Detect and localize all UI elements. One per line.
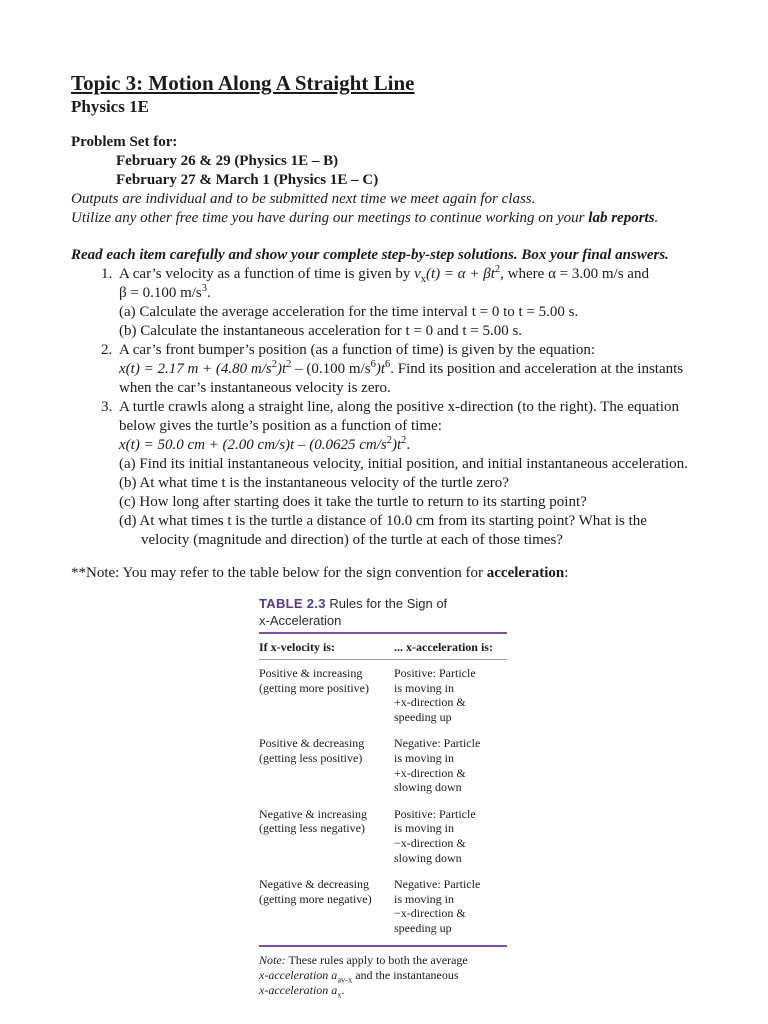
eq-text: )t — [276, 361, 287, 377]
problem-1a: (a) Calculate the average acceleration for the time interval t = 0 to t = 5.00 s. — [119, 304, 579, 320]
eq-exponent: 3 — [201, 283, 208, 294]
problem-text: . Find its position and acceleration at the instants — [390, 361, 684, 377]
problem-text: A car’s velocity as a function of time is given by — [119, 266, 415, 282]
note-bold-text: acceleration — [486, 565, 565, 581]
cell-line: Positive & increasing — [259, 666, 363, 680]
problem-set-date: February 27 & March 1 (Physics 1E – C) — [116, 172, 379, 188]
cell-line: is moving in — [394, 750, 455, 765]
cell-line: Negative: Particle — [394, 877, 481, 892]
eq-text: . — [207, 285, 211, 301]
table-caption-text: x-Acceleration — [259, 613, 342, 628]
cell-line: is moving in — [394, 891, 455, 906]
table-col-header: If x-velocity is: — [259, 640, 335, 654]
footnote-line — [259, 983, 507, 998]
instructions: Read each item carefully and show your complete step-by-step solutions. Box your final answers. — [71, 247, 669, 263]
eq-text: x(t) = 2.17 m + (4.80 m/s — [119, 361, 272, 377]
footnote-line — [259, 953, 507, 968]
cell-line: speeding up — [394, 709, 452, 724]
lab-reports-text: lab reports — [588, 210, 655, 226]
eq-exponent: 6 — [385, 359, 391, 370]
cell-line: Positive: Particle — [394, 806, 476, 821]
course-name: Physics 1E — [71, 97, 149, 116]
cell-line: Positive: Particle — [394, 666, 476, 680]
eq-text: (t) = α + βt — [426, 266, 495, 282]
footnote-text: x-acceleration a — [259, 967, 338, 982]
table-footnote — [259, 947, 507, 998]
cell-line: −x-direction & — [394, 835, 466, 850]
utilize-text: Utilize any other free time you have during our meetings to continue working on your — [71, 210, 589, 226]
eq-text: )t — [375, 361, 385, 377]
cell-line: is moving in — [394, 680, 455, 695]
footnote-subscript: av-x — [337, 974, 353, 984]
problem-1b: (b) Calculate the instantaneous acceleration for t = 0 and t = 5.00 s. — [119, 323, 523, 339]
velocity-cell — [259, 807, 394, 865]
footnote-text: and the instantaneous — [352, 967, 459, 982]
footnote-subscript: x — [337, 989, 342, 999]
footnote-text: These rules apply to both the average — [285, 952, 468, 967]
cell-line: slowing down — [394, 780, 462, 795]
table-caption-text: Rules for the Sign of — [329, 596, 448, 611]
problem-3d-cont: velocity (magnitude and direction) of the turtle at each of those times? — [141, 532, 563, 548]
cell-line: −x-direction & — [394, 906, 466, 921]
page-title: Topic 3: Motion Along A Straight Line — [71, 71, 415, 95]
cell-line: Negative & increasing — [259, 806, 367, 821]
cell-line: (getting more positive) — [259, 680, 369, 695]
eq-text: v — [414, 266, 421, 282]
cell-line: slowing down — [394, 850, 462, 865]
document-page — [71, 70, 711, 583]
acceleration-cell — [394, 877, 507, 935]
note-text: : — [564, 565, 569, 581]
eq-text: . — [406, 437, 411, 453]
acceleration-cell — [394, 807, 507, 865]
eq-exponent: 2 — [286, 359, 292, 370]
velocity-cell — [259, 736, 394, 794]
table-col-header: ... x-acceleration is: — [394, 640, 493, 654]
table-row — [259, 730, 507, 800]
problem-text: , where α = 3.00 m/s and — [500, 266, 649, 282]
problem-2 — [116, 341, 711, 398]
sign-convention-note — [71, 564, 711, 583]
eq-text: x(t) = 50.0 cm + (2.00 cm/s)t – (0.0625 cm/s — [119, 437, 387, 453]
problem-3c: (c) How long after starting does it take the turtle to return to its starting point? — [119, 494, 587, 510]
problem-3 — [116, 398, 711, 550]
eq-exponent: 2 — [386, 435, 392, 446]
table-header — [259, 634, 507, 659]
problem-3-line: 3. A turtle crawls along a straight line, along the positive x-direction (to the right). The equation — [119, 399, 679, 415]
problem-1-intro — [119, 265, 711, 284]
problem-list — [71, 265, 711, 550]
cell-line: (getting less negative) — [259, 821, 365, 836]
utilize-note — [71, 209, 711, 228]
table-body — [259, 660, 507, 942]
table-row — [259, 801, 507, 871]
cell-line: is moving in — [394, 821, 455, 836]
problem-set-date: February 26 & 29 (Physics 1E – B) — [116, 153, 339, 169]
footnote-text: x-acceleration a — [259, 982, 338, 997]
cell-line: (getting more negative) — [259, 891, 372, 906]
problem-3a: (a) Find its initial instantaneous velocity, initial position, and initial instantaneous acceleration. — [119, 456, 688, 472]
cell-line: Positive & decreasing — [259, 736, 365, 751]
problem-3b: (b) At what time t is the instantaneous velocity of the turtle zero? — [119, 475, 509, 491]
table-row — [259, 660, 507, 730]
problem-3-line: below gives the turtle’s position as a function of time: — [119, 418, 442, 434]
eq-subscript: x — [420, 274, 426, 285]
problem-1-beta — [119, 284, 711, 303]
cell-line: Negative & decreasing — [259, 877, 369, 892]
cell-line: speeding up — [394, 920, 452, 935]
eq-text: β = 0.100 m/s — [119, 285, 202, 301]
acceleration-sign-table — [259, 595, 507, 998]
table-caption — [259, 595, 507, 612]
problem-set-heading: Problem Set for: — [71, 134, 178, 150]
eq-text: – (0.100 m/s — [291, 361, 371, 377]
eq-exponent: 2 — [401, 435, 407, 446]
problem-2-intro: 2. A car’s front bumper’s position (as a function of time) is given by the equation: — [119, 342, 596, 358]
footnote-label: Note: — [259, 952, 286, 967]
problem-3-equation — [119, 436, 711, 455]
eq-exponent: 2 — [271, 359, 277, 370]
cell-line: Negative: Particle — [394, 736, 481, 751]
problem-2-end: when the car’s instantaneous velocity is zero. — [119, 380, 391, 396]
problem-3d: (d) At what times t is the turtle a distance of 10.0 cm from its starting point? What is the — [119, 513, 647, 529]
table-row — [259, 871, 507, 941]
cell-line: +x-direction & — [394, 765, 466, 780]
footnote-line — [259, 968, 507, 983]
problem-1 — [116, 265, 711, 341]
outputs-note: Outputs are individual and to be submitted next time we meet again for class. — [71, 191, 536, 207]
footnote-text: . — [341, 982, 345, 997]
table-label: TABLE 2.3 — [259, 596, 326, 611]
eq-exponent: 2 — [494, 264, 501, 275]
acceleration-cell — [394, 736, 507, 794]
cell-line: (getting less positive) — [259, 750, 363, 765]
problem-2-equation — [119, 360, 711, 379]
eq-exponent: 6 — [370, 359, 376, 370]
utilize-end: . — [654, 210, 659, 226]
note-text: **Note: You may refer to the table below for the sign convention for — [71, 565, 487, 581]
velocity-cell — [259, 877, 394, 935]
eq-text: )t — [391, 437, 402, 453]
acceleration-cell — [394, 666, 507, 724]
velocity-cell — [259, 666, 394, 724]
cell-line: +x-direction & — [394, 695, 466, 710]
